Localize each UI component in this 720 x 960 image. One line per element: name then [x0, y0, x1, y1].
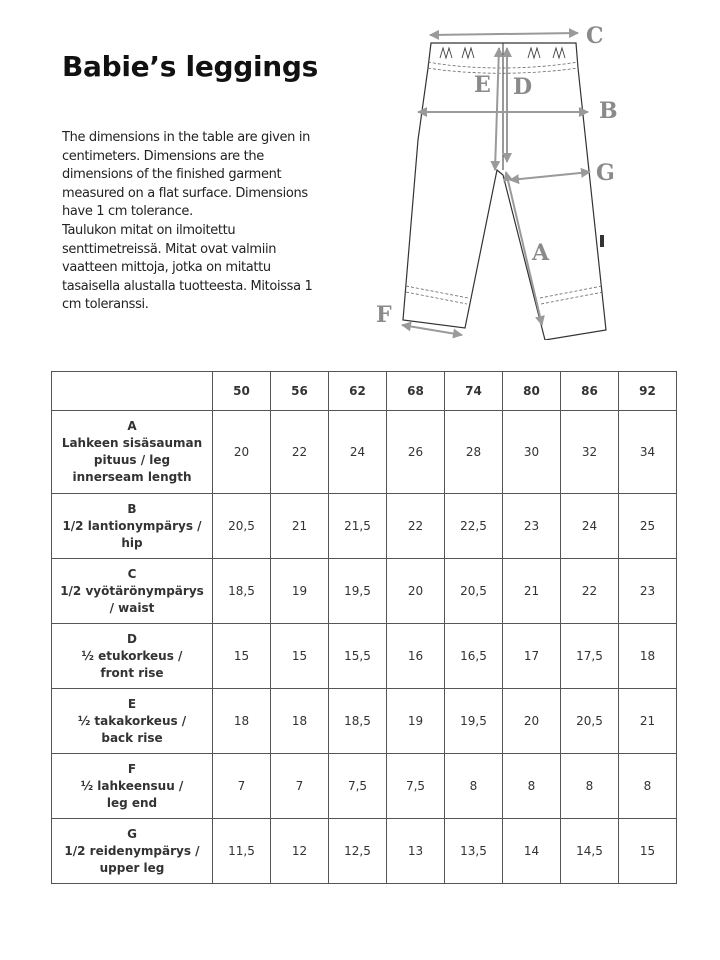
measurement-value: 22: [271, 411, 329, 494]
measurement-code: D: [127, 631, 137, 646]
measurement-code: A: [127, 419, 137, 433]
measurement-name-en: / waist: [109, 600, 155, 615]
label-b: B: [599, 98, 618, 124]
label-a: A: [532, 240, 550, 266]
measurement-name-en: upper leg: [99, 860, 165, 875]
measurement-value: 20,5: [213, 494, 271, 559]
measurement-value: 17,5: [561, 624, 619, 689]
measurement-value: 19,5: [329, 559, 387, 624]
measurement-value: 11,5: [213, 819, 271, 884]
measurement-code: F: [127, 761, 137, 776]
measurement-value: 18: [213, 689, 271, 754]
measurement-value: 20: [213, 411, 271, 494]
size-header: 74: [445, 372, 503, 411]
size-header: 92: [619, 372, 677, 411]
label-e: E: [474, 72, 491, 98]
measurement-value: 19: [387, 689, 445, 754]
measurement-value: 18,5: [329, 689, 387, 754]
measurement-label: [52, 559, 213, 624]
measurement-name-en: leg end: [106, 795, 158, 810]
measurement-value: 17: [503, 624, 561, 689]
measurement-value: 8: [561, 754, 619, 819]
measurement-value: 12,5: [329, 819, 387, 884]
measurement-value: 8: [503, 754, 561, 819]
measurement-value: 7,5: [387, 754, 445, 819]
label-g: G: [596, 160, 615, 186]
size-table: [51, 371, 677, 884]
measurement-row-g: [52, 819, 677, 884]
measurement-value: 23: [619, 559, 677, 624]
measurement-row-f: [52, 754, 677, 819]
measurement-name-en: front rise: [100, 665, 164, 680]
corner-cell: [52, 372, 213, 411]
description-english: The dimensions in the table are given in centimeters. Dimensions are the dimensions of the finished garment measured on a flat surface. Dimensions have 1 cm tolerance.: [62, 130, 310, 219]
measurement-value: 21,5: [329, 494, 387, 559]
measurement-name-en: hip: [121, 535, 143, 550]
size-header: 62: [329, 372, 387, 411]
measurement-value: 14,5: [561, 819, 619, 884]
measurement-value: 22: [561, 559, 619, 624]
measurement-value: 25: [619, 494, 677, 559]
measurement-row-a: [52, 411, 677, 494]
measurement-name-fi-cont: pituus / leg: [93, 453, 171, 467]
measurement-value: 7,5: [329, 754, 387, 819]
size-header: 86: [561, 372, 619, 411]
measurement-code: E: [127, 696, 137, 711]
label-f: F: [376, 302, 392, 328]
measurement-label: [52, 494, 213, 559]
measurement-value: 7: [271, 754, 329, 819]
measurement-value: 34: [619, 411, 677, 494]
measurement-name-fi: 1/2 reidenympärys /: [64, 843, 200, 858]
measurement-value: 21: [619, 689, 677, 754]
label-d: D: [513, 74, 533, 100]
measurement-value: 32: [561, 411, 619, 494]
measurement-row-d: [52, 624, 677, 689]
measurement-value: 7: [213, 754, 271, 819]
arrow-c: [430, 33, 578, 35]
measurement-value: 26: [387, 411, 445, 494]
measurement-value: 14: [503, 819, 561, 884]
measurement-label: [52, 819, 213, 884]
measurement-name-fi: 1/2 lantionympärys /: [62, 518, 202, 533]
size-header-row: [52, 372, 677, 411]
measurement-name-en: back rise: [101, 730, 163, 745]
measurement-value: 15: [213, 624, 271, 689]
measurement-label: [52, 754, 213, 819]
measurement-value: 8: [445, 754, 503, 819]
measurement-name-fi: ½ takakorkeus /: [77, 713, 187, 728]
size-header: 80: [503, 372, 561, 411]
measurement-value: 12: [271, 819, 329, 884]
page-title: Babie’s leggings: [62, 50, 319, 83]
measurement-value: 22: [387, 494, 445, 559]
measurement-value: 15: [619, 819, 677, 884]
measurement-value: 20,5: [561, 689, 619, 754]
measurement-value: 15: [271, 624, 329, 689]
measurement-value: 16,5: [445, 624, 503, 689]
measurement-row-e: [52, 689, 677, 754]
measurement-name-fi: Lahkeen sisäsauman: [61, 436, 203, 450]
measurement-value: 19,5: [445, 689, 503, 754]
leggings-outline: [403, 43, 606, 340]
size-header: 50: [213, 372, 271, 411]
measurement-value: 13: [387, 819, 445, 884]
measurement-name-fi: ½ etukorkeus /: [81, 648, 183, 663]
measurement-value: 24: [329, 411, 387, 494]
measurement-value: 18: [271, 689, 329, 754]
measurement-code: C: [127, 566, 137, 581]
measurement-row-c: [52, 559, 677, 624]
measurement-value: 24: [561, 494, 619, 559]
measurement-value: 18: [619, 624, 677, 689]
measurement-value: 20: [503, 689, 561, 754]
size-header: 68: [387, 372, 445, 411]
measurement-name-fi: ½ lahkeensuu /: [80, 778, 184, 793]
measurement-label: [52, 624, 213, 689]
measurement-value: 18,5: [213, 559, 271, 624]
measurement-value: 23: [503, 494, 561, 559]
measurement-value: 8: [619, 754, 677, 819]
label-tag: [600, 235, 604, 247]
measurement-value: 16: [387, 624, 445, 689]
measurement-label: [52, 411, 213, 494]
measurement-value: 19: [271, 559, 329, 624]
measurement-value: 15,5: [329, 624, 387, 689]
measurement-value: 30: [503, 411, 561, 494]
measurement-code: G: [127, 826, 137, 841]
measurement-name-fi: 1/2 vyötärönympärys: [60, 583, 204, 598]
leggings-diagram: [370, 20, 620, 340]
measurement-value: 20: [387, 559, 445, 624]
measurement-value: 28: [445, 411, 503, 494]
measurement-name-en: innerseam length: [72, 470, 192, 484]
measurement-value: 21: [271, 494, 329, 559]
measurement-row-b: [52, 494, 677, 559]
measurement-value: 20,5: [445, 559, 503, 624]
measurement-value: 13,5: [445, 819, 503, 884]
size-header: 56: [271, 372, 329, 411]
description-finnish: Taulukon mitat on ilmoitettu senttimetreissä. Mitat ovat valmiin vaatteen mittoja, jotka on mitattu tasaisella alustalla tuotteesta. Mitoissa 1 cm toleranssi.: [62, 223, 313, 312]
measurement-code: B: [127, 501, 137, 516]
measurement-label: [52, 689, 213, 754]
measurement-value: 21: [503, 559, 561, 624]
measurement-value: 22,5: [445, 494, 503, 559]
label-c: C: [586, 23, 604, 49]
